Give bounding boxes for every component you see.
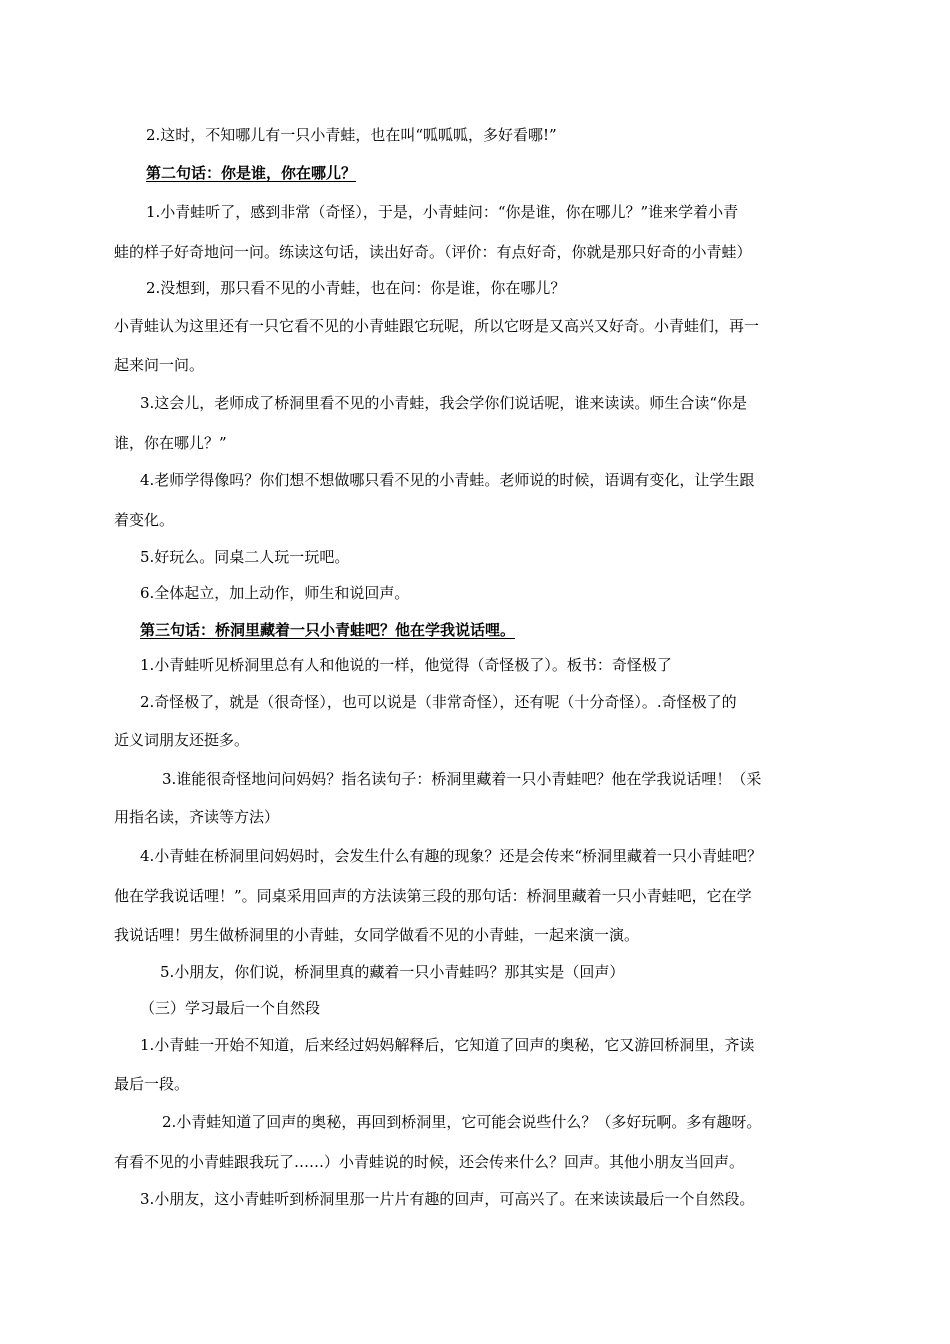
paragraph-line: 4.老师学得像吗？你们想不想做哪只看不见的小青蛙。老师说的时候，语调有变化，让学生跟: [140, 471, 755, 489]
paragraph-line: 6.全体起立，加上动作，师生和说回声。: [140, 584, 410, 602]
paragraph-line: 2.这时，不知哪儿有一只小青蛙，也在叫“呱呱呱，多好看哪!”: [146, 126, 557, 144]
paragraph-line: （三）学习最后一个自然段: [140, 999, 321, 1017]
paragraph-line: 起来问一问。: [114, 356, 205, 374]
paragraph-line: 2.奇怪极了，就是（很奇怪），也可以说是（非常奇怪），还有呢（十分奇怪）。.奇怪极了的: [140, 693, 737, 711]
paragraph-line: 蛙的样子好奇地问一问。练读这句话，读出好奇。（评价：有点好奇，你就是那只好奇的小青蛙）: [114, 243, 752, 261]
paragraph-line: 近义词朋友还挺多。: [114, 731, 250, 749]
paragraph-line: 最后一段。: [114, 1075, 190, 1093]
paragraph-line: 3.小朋友，这小青蛙听到桥洞里那一片片有趣的回声，可高兴了。在来读读最后一个自然段。: [140, 1190, 755, 1208]
paragraph-line: 2.没想到，那只看不见的小青蛙，也在问：你是谁，你在哪儿？: [146, 279, 566, 297]
section-heading: 第三句话：桥洞里藏着一只小青蛙吧？他在学我说话哩。: [140, 621, 516, 639]
paragraph-line: 3.谁能很奇怪地问问妈妈？指名读句子：桥洞里藏着一只小青蛙吧？他在学我说话哩！（采: [162, 770, 762, 788]
paragraph-line: 谁，你在哪儿？”: [114, 434, 227, 452]
paragraph-line: 小青蛙认为这里还有一只它看不见的小青蛙跟它玩呢，所以它呀是又高兴又好奇。小青蛙们，再一: [114, 317, 760, 335]
paragraph-line: 5.小朋友，你们说，桥洞里真的藏着一只小青蛙吗？那其实是（回声）: [160, 963, 625, 981]
paragraph-line: 3.这会儿，老师成了桥洞里看不见的小青蛙，我会学你们说话呢，谁来读读。师生合读“你是: [140, 394, 747, 412]
paragraph-line: 1.小青蛙听了，感到非常（奇怪），于是，小青蛙问：“你是谁，你在哪儿？”谁来学着小青: [146, 203, 739, 221]
paragraph-line: 2.小青蛙知道了回声的奥秘，再回到桥洞里，它可能会说些什么？（多好玩啊。多有趣呀。: [162, 1113, 762, 1131]
paragraph-line: 用指名读，齐读等方法）: [114, 808, 280, 826]
paragraph-line: 有看不见的小青蛙跟我玩了……）小青蛙说的时候，还会传来什么？回声。其他小朋友当回声。: [114, 1153, 745, 1171]
paragraph-line: 4.小青蛙在桥洞里问妈妈时，会发生什么有趣的现象？还是会传来“桥洞里藏着一只小青蛙吧？: [140, 847, 762, 865]
paragraph-line: 着变化。: [114, 511, 175, 529]
paragraph-line: 5.好玩么。同桌二人玩一玩吧。: [140, 548, 350, 566]
paragraph-line: 我说话哩！男生做桥洞里的小青蛙，女同学做看不见的小青蛙，一起来演一演。: [114, 926, 640, 944]
paragraph-line: 他在学我说话哩！”。同桌采用回声的方法读第三段的那句话：桥洞里藏着一只小青蛙吧，它在学: [114, 887, 752, 905]
paragraph-line: 1.小青蛙听见桥洞里总有人和他说的一样，他觉得（奇怪极了）。板书：奇怪极了: [140, 656, 672, 674]
section-heading: 第二句话：你是谁，你在哪儿？: [146, 164, 357, 182]
paragraph-line: 1.小青蛙一开始不知道，后来经过妈妈解释后，它知道了回声的奥秘，它又游回桥洞里，齐读: [140, 1036, 755, 1054]
